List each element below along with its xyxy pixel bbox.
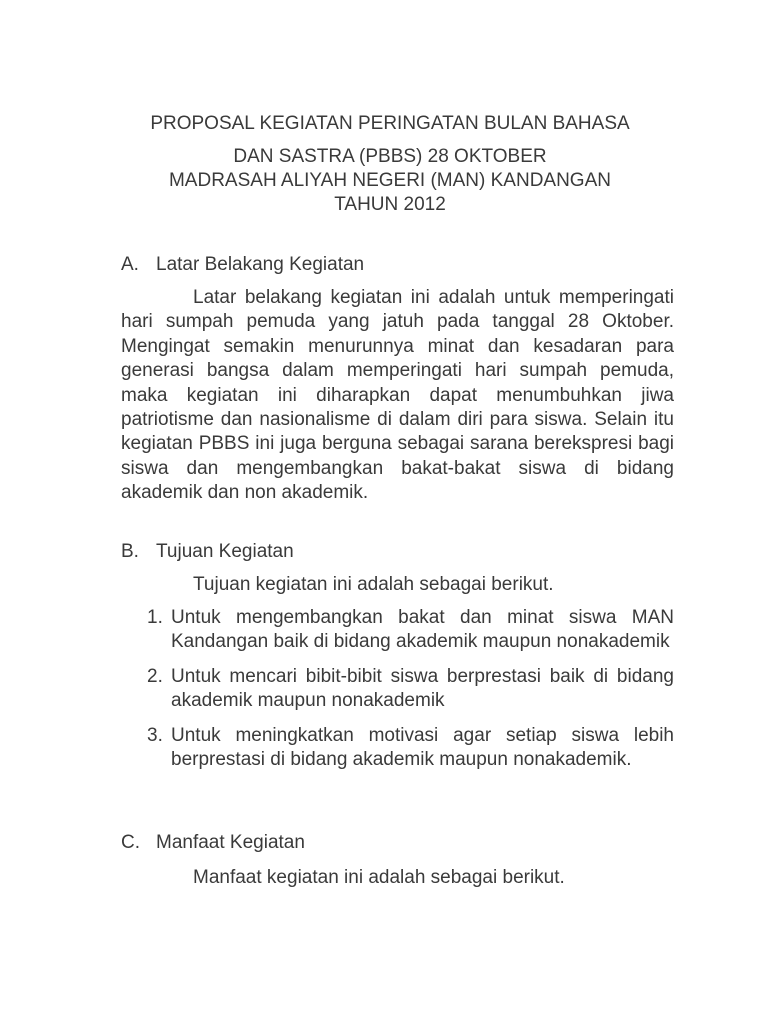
section-b-intro: Tujuan kegiatan ini adalah sebagai berikut. [193,574,554,595]
list-item-number: 3. [147,724,163,746]
title-text-3: MADRASAH ALIYAH NEGERI (MAN) KANDANGAN [168,170,611,191]
section-b-heading [121,540,294,564]
title-text-4: TAHUN 2012 [334,194,446,215]
list-item [147,665,674,714]
list-item [147,606,674,655]
list-item-text: Untuk meningkatkan motivasi agar setiap siswa lebih berprestasi di bidang akademik maupun nonakademik. [171,724,674,771]
section-b-list [147,606,674,782]
section-a-letter: A. [121,254,139,275]
title-text-1: PROPOSAL KEGIATAN PERINGATAN BULAN BAHASA [150,113,630,134]
section-a-heading [121,253,364,277]
section-c-intro: Manfaat kegiatan ini adalah sebagai berikut. [193,867,565,888]
section-a-paragraph-text: Latar belakang kegiatan ini adalah untuk memperingati hari sumpah pemuda yang jatuh pada tanggal 28 Oktober. Mengingat semakin menurunnya minat dan kesadaran para generasi bangsa dalam memperingati hari sumpah pemuda, maka kegiatan ini diharapkan dapat menumbuhkan jiwa patriotisme dan nasionalisme di dalam diri para siswa. Selain itu kegiatan PBBS ini juga berguna sebagai sarana berekspresi bagi siswa dan mengembangkan bakat-bakat siswa di bidang akademik dan non akademik. [121,287,674,504]
section-c-heading [121,831,305,855]
title-text-2: DAN SASTRA (PBBS) 28 OKTOBER [233,146,547,167]
list-item-text: Untuk mengembangkan bakat dan minat siswa MAN Kandangan baik di bidang akademik maupun nonakademik [171,607,674,653]
list-item-number: 2. [147,665,163,687]
document-title-block [110,145,670,217]
list-item-number: 1. [147,607,163,628]
list-item [147,724,674,773]
section-b-title: Tujuan Kegiatan [156,541,294,562]
section-c-letter: C. [121,832,140,853]
section-a-title: Latar Belakang Kegiatan [156,254,365,275]
section-a-paragraph [121,286,674,506]
section-b-letter: B. [121,541,139,562]
document-title-line-1 [110,112,670,136]
list-item-text: Untuk mencari bibit-bibit siswa berprestasi baik di bidang akademik maupun nonakademik [171,665,674,712]
section-c-title: Manfaat Kegiatan [156,832,305,853]
